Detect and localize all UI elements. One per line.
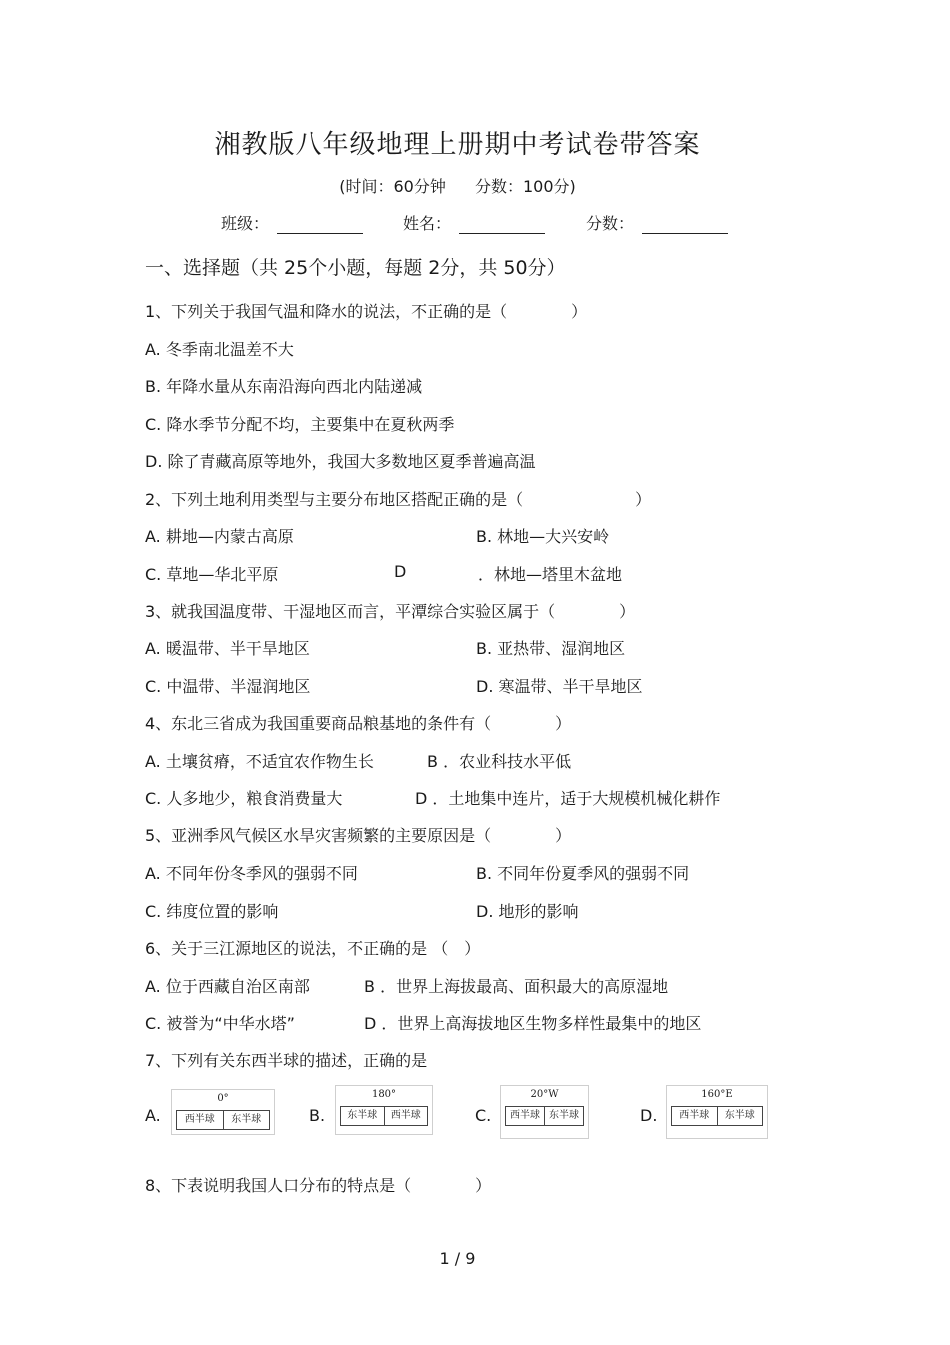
question-8: 8、下表说明我国人口分布的特点是（ ） (145, 1176, 492, 1195)
q2-option-c[interactable]: C. 草地—华北平原 (145, 565, 279, 584)
q1-option-d[interactable]: D. 除了青藏高原等地外，我国大多数地区夏季普遍高温 (145, 452, 536, 471)
name-blank[interactable] (459, 215, 545, 234)
q7-fig-c-left: 西半球 (510, 1110, 540, 1121)
section-heading: 一、选择题（共 25个小题，每题 2分，共 50分） (145, 257, 566, 279)
q6-option-c[interactable]: C. 被誉为“中华水塔” (145, 1014, 295, 1033)
q7-option-c[interactable]: C. (475, 1106, 492, 1125)
q3-option-c[interactable]: C. 中温带、半湿润地区 (145, 677, 311, 696)
q1-option-a[interactable]: A. 冬季南北温差不大 (145, 340, 294, 359)
score-blank[interactable] (642, 215, 728, 234)
q7-option-a[interactable]: A. (145, 1106, 161, 1125)
question-3: 3、就我国温度带、干湿地区而言，平潭综合实验区属于（ ） (145, 602, 636, 621)
q3-option-a[interactable]: A. 暖温带、半干旱地区 (145, 639, 310, 658)
question-5: 5、亚洲季风气候区水旱灾害频繁的主要原因是（ ） (145, 826, 572, 845)
q6-option-a[interactable]: A. 位于西藏自治区南部 (145, 977, 310, 996)
class-label: 班级： (221, 214, 270, 233)
q7-fig-d-left: 西半球 (679, 1110, 710, 1121)
name-label: 姓名： (403, 214, 452, 233)
q4-option-c[interactable]: C. 人多地少，粮食消费量大 (145, 789, 343, 808)
q7-figure-a (171, 1089, 275, 1135)
q5-option-b[interactable]: B. 不同年份夏季风的强弱不同 (476, 864, 690, 883)
question-6: 6、关于三江源地区的说法，不正确的是 （ ） (145, 939, 481, 958)
q4-option-d[interactable]: D ．土地集中连片，适于大规模机械化耕作 (415, 789, 721, 808)
question-4: 4、东北三省成为我国重要商品粮基地的条件有（ ） (145, 714, 572, 733)
q7-option-b[interactable]: B. (309, 1106, 326, 1125)
q5-option-d[interactable]: D. 地形的影响 (476, 902, 579, 921)
exam-time: (时间：60分钟 (339, 177, 446, 196)
q7-option-d[interactable]: D. (640, 1106, 658, 1125)
q7-figure-d (666, 1085, 768, 1139)
class-blank[interactable] (277, 215, 363, 234)
question-7: 7、下列有关东西半球的描述，正确的是 (145, 1051, 428, 1070)
q2-option-a[interactable]: A. 耕地—内蒙古高原 (145, 527, 294, 546)
q7-fig-b-longitude: 180° (371, 1089, 397, 1100)
q7-fig-b-left: 东半球 (347, 1110, 378, 1121)
q6-option-d[interactable]: D ．世界上高海拔地区生物多样性最集中的地区 (364, 1014, 702, 1033)
q7-fig-c-longitude: 20°W (530, 1089, 559, 1100)
page-title: 湘教版八年级地理上册期中考试卷带答案 (214, 130, 701, 160)
q7-fig-b-right: 西半球 (384, 1107, 428, 1125)
q7-fig-a-left: 西半球 (184, 1114, 215, 1125)
q7-figure-c (500, 1085, 589, 1139)
q7-fig-a-right: 东半球 (223, 1111, 270, 1129)
q2-option-b[interactable]: B. 林地—大兴安岭 (476, 527, 610, 546)
q7-fig-c-box (505, 1106, 584, 1126)
exam-subtitle (0, 174, 915, 197)
q7-fig-a-longitude: 0° (217, 1093, 229, 1104)
q7-fig-d-longitude: 160°E (701, 1089, 733, 1100)
q7-fig-b-box (340, 1106, 428, 1126)
q7-fig-d-right: 东半球 (717, 1107, 763, 1125)
q5-option-a[interactable]: A. 不同年份冬季风的强弱不同 (145, 864, 358, 883)
question-1: 1、下列关于我国气温和降水的说法，不正确的是（ ） (145, 302, 588, 321)
q7-figure-b (335, 1085, 433, 1135)
q3-option-d[interactable]: D. 寒温带、半干旱地区 (476, 677, 643, 696)
q1-option-b[interactable]: B. 年降水量从东南沿海向西北内陆递减 (145, 377, 423, 396)
q4-option-b[interactable]: B ．农业科技水平低 (427, 752, 572, 771)
score-field (586, 211, 728, 234)
q2-option-d[interactable]: ．林地—塔里木盆地 (478, 565, 623, 584)
q7-fig-a-box (176, 1110, 270, 1130)
page-number: 1 / 9 (439, 1249, 476, 1268)
q6-option-b[interactable]: B ．世界上海拔最高、面积最大的高原湿地 (364, 977, 669, 996)
q1-option-c[interactable]: C. 降水季节分配不均，主要集中在夏秋两季 (145, 415, 455, 434)
question-2: 2、下列土地利用类型与主要分布地区搭配正确的是（ ） (145, 490, 652, 509)
q4-option-a[interactable]: A. 土壤贫瘠，不适宜农作物生长 (145, 752, 374, 771)
q5-option-c[interactable]: C. 纬度位置的影响 (145, 902, 279, 921)
exam-score: 分数：100分) (474, 177, 576, 196)
score-label: 分数： (586, 214, 635, 233)
q7-fig-d-box (671, 1106, 763, 1126)
class-field (221, 211, 363, 234)
name-field (403, 211, 545, 234)
q2-option-d-letter[interactable]: D (394, 562, 407, 581)
q7-fig-c-right: 东半球 (544, 1107, 583, 1125)
q3-option-b[interactable]: B. 亚热带、湿润地区 (476, 639, 626, 658)
